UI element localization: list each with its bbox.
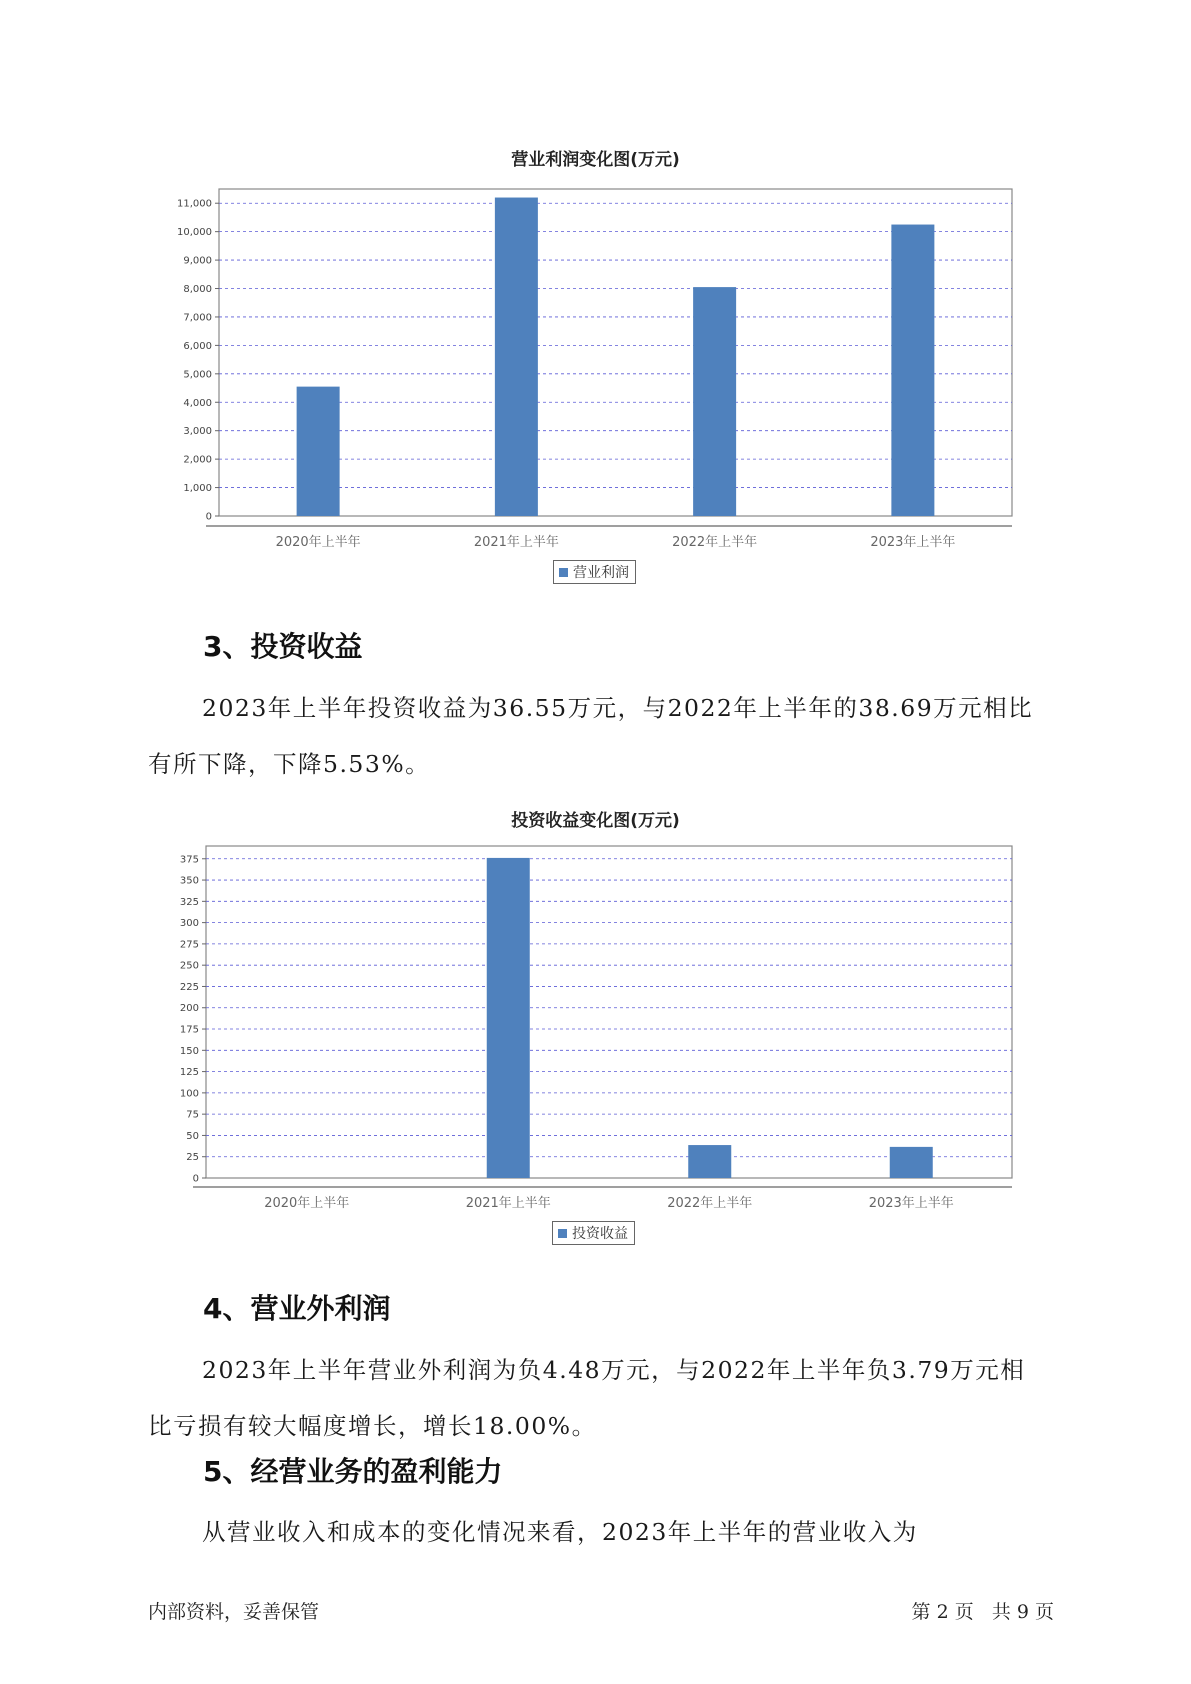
- y-tick-label: 125: [179, 1067, 199, 1079]
- x-category-label: 2022年上半年: [672, 535, 758, 550]
- y-tick-label: 300: [179, 918, 199, 930]
- bar: [688, 1145, 731, 1178]
- footer-page-number: 第 2 页 共 9 页: [911, 1601, 1054, 1623]
- bar: [890, 1147, 933, 1178]
- section-heading-profitability: 5、经营业务的盈利能力: [203, 1455, 503, 1488]
- y-tick-label: 3,000: [183, 426, 212, 438]
- x-category-label: 2021年上半年: [465, 1196, 551, 1211]
- section-paragraph-profitability: 从营业收入和成本的变化情况来看，2023年上半年的营业收入为: [202, 1518, 918, 1546]
- y-tick-label: 50: [186, 1130, 199, 1142]
- bar: [487, 858, 530, 1178]
- legend-label: 投资收益: [572, 1226, 628, 1242]
- y-tick-label: 25: [186, 1152, 199, 1164]
- chart-title-investment-income: 投资收益变化图(万元): [511, 811, 680, 831]
- y-tick-label: 375: [179, 854, 199, 866]
- x-category-label: 2023年上半年: [870, 535, 956, 550]
- section-heading-non-operating-profit: 4、营业外利润: [203, 1292, 391, 1325]
- legend-swatch: [558, 1229, 567, 1238]
- y-tick-label: 275: [179, 939, 199, 951]
- y-tick-label: 325: [179, 896, 199, 908]
- y-tick-label: 0: [192, 1173, 199, 1185]
- x-category-label: 2020年上半年: [264, 1196, 350, 1211]
- y-tick-label: 8,000: [183, 284, 212, 296]
- y-tick-label: 10,000: [177, 227, 212, 239]
- y-tick-label: 6,000: [183, 340, 212, 352]
- y-tick-label: 11,000: [177, 198, 212, 210]
- y-tick-label: 2,000: [183, 454, 212, 466]
- chart-legend-investment-income: [552, 1221, 635, 1245]
- y-tick-label: 1,000: [183, 483, 212, 495]
- legend-label: 营业利润: [573, 565, 629, 581]
- x-category-label: 2020年上半年: [275, 535, 361, 550]
- x-category-label: 2022年上半年: [667, 1196, 753, 1211]
- y-tick-label: 175: [179, 1024, 199, 1036]
- y-tick-label: 100: [179, 1088, 199, 1100]
- y-tick-label: 225: [179, 981, 199, 993]
- y-tick-label: 350: [179, 875, 199, 887]
- x-category-label: 2021年上半年: [473, 535, 559, 550]
- chart-title-operating-profit: 营业利润变化图(万元): [511, 150, 680, 170]
- section-paragraph-investment-income: 2023年上半年投资收益为36.55万元，与2022年上半年的38.69万元相比有所下降，下降5.53%。: [148, 694, 1034, 778]
- y-tick-label: 7,000: [183, 312, 212, 324]
- y-tick-label: 200: [179, 1003, 199, 1015]
- y-tick-label: 75: [186, 1109, 199, 1121]
- y-tick-label: 150: [179, 1045, 199, 1057]
- section-heading-investment-income: 3、投资收益: [203, 630, 363, 663]
- footer-confidential-note: 内部资料，妥善保管: [148, 1601, 320, 1623]
- y-tick-label: 0: [205, 511, 212, 523]
- x-category-label: 2023年上半年: [868, 1196, 954, 1211]
- y-tick-label: 9,000: [183, 255, 212, 267]
- y-tick-label: 5,000: [183, 369, 212, 381]
- section-paragraph-non-operating-profit: 2023年上半年营业外利润为负4.48万元，与2022年上半年负3.79万元相比亏损有较大幅度增长，增长18.00%。: [148, 1356, 1026, 1440]
- y-tick-label: 250: [179, 960, 199, 972]
- y-tick-label: 4,000: [183, 397, 212, 409]
- plot-area: [206, 846, 1012, 1178]
